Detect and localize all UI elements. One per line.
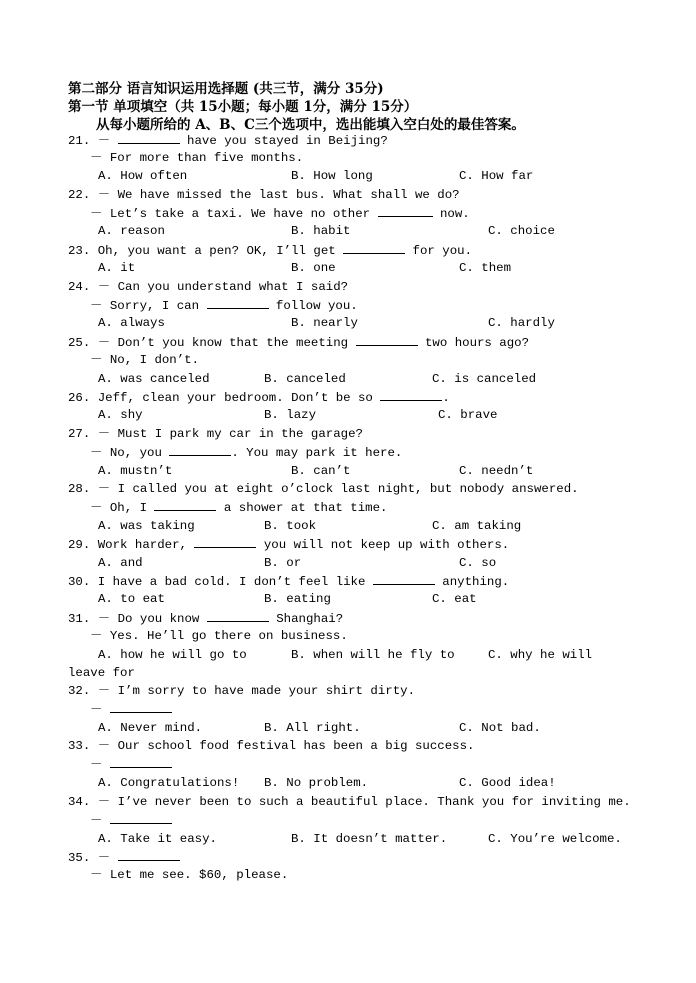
question-30-stem: 30. I have a bad cold. I don’t feel like anything. [68, 575, 510, 589]
question-34-reply: － [90, 812, 172, 829]
option-b: B. habit [291, 224, 351, 238]
option-a: A. How often [98, 169, 188, 183]
option-a: A. Never mind. [98, 721, 203, 735]
answer-blank [169, 444, 231, 456]
option-b: B. All right. [264, 721, 361, 735]
question-26-stem: 26. Jeff, clean your bedroom. Don’t be so . [68, 391, 450, 405]
answer-blank [373, 573, 435, 585]
option-a: A. was taking [98, 519, 195, 533]
option-b: B. can’t [291, 464, 351, 478]
answer-blank [207, 297, 269, 309]
question-25-reply: － No, I don’t. [90, 353, 200, 367]
question-34-stem: 34. － I’ve never been to such a beautiful place. Thank you for inviting me. [68, 795, 631, 809]
question-31-reply: － Yes. He’ll go there on business. [90, 629, 348, 643]
question-29-stem: 29. Work harder, you will not keep up with others. [68, 538, 510, 552]
answer-blank [110, 756, 172, 768]
answer-blank [194, 536, 256, 548]
option-c: C. brave [438, 408, 498, 422]
question-25-stem: 25. － Don’t you know that the meeting two hours ago? [68, 336, 530, 350]
question-31-option-c-wrap: leave for [68, 666, 135, 680]
option-c: C. choice [488, 224, 555, 238]
option-a: A. and [98, 556, 143, 570]
question-31-stem: 31. － Do you know Shanghai? [68, 612, 344, 626]
option-a: A. how he will go to [98, 648, 247, 662]
option-a: A. was canceled [98, 372, 210, 386]
instruction-text: 从每小题所给的 A、B、C三个选项中，选出能填入空白处的最佳答案。 [96, 117, 525, 133]
option-b: B. when will he fly to [291, 648, 455, 662]
option-b: B. eating [264, 592, 331, 606]
question-23-stem: 23. Oh, you want a pen? OK, I’ll get for you. [68, 244, 473, 258]
question-24-stem: 24. － Can you understand what I said? [68, 280, 349, 294]
option-a: A. mustn’t [98, 464, 173, 478]
answer-blank [110, 812, 172, 824]
question-35-stem: 35. － [68, 849, 180, 866]
option-c: C. them [459, 261, 512, 275]
option-c: C. so [459, 556, 497, 570]
option-c: C. How far [459, 169, 534, 183]
option-a: A. always [98, 316, 165, 330]
question-21-reply: － For more than five months. [90, 151, 304, 165]
option-c: C. is canceled [432, 372, 537, 386]
option-b: B. one [291, 261, 336, 275]
question-21-stem: 21. － have you stayed in Beijing? [68, 134, 388, 148]
answer-blank [118, 132, 180, 144]
question-32-stem: 32. － I’m sorry to have made your shirt dirty. [68, 684, 415, 698]
question-27-reply: － No, you . You may park it here. [90, 446, 403, 460]
question-28-stem: 28. － I called you at eight o’clock last night, but nobody answered. [68, 482, 579, 496]
option-a: A. reason [98, 224, 165, 238]
option-b: B. took [264, 519, 317, 533]
option-c: C. Good idea! [459, 776, 556, 790]
question-33-stem: 33. － Our school food festival has been a big success. [68, 739, 475, 753]
option-b: B. lazy [264, 408, 317, 422]
answer-blank [378, 205, 433, 217]
part-heading: 第二部分 语言知识运用选择题 (共三节，满分 35分) [68, 81, 384, 97]
option-b: B. No problem. [264, 776, 369, 790]
option-c: C. Not bad. [459, 721, 541, 735]
answer-blank [207, 610, 269, 622]
option-c: C. am taking [432, 519, 522, 533]
option-a: A. to eat [98, 592, 165, 606]
option-a: A. Congratulations! [98, 776, 240, 790]
option-b: B. How long [291, 169, 373, 183]
option-c: C. needn’t [459, 464, 534, 478]
section-heading: 第一节 单项填空（共 15小题；每小题 1分，满分 15分） [68, 99, 418, 115]
option-b: B. canceled [264, 372, 346, 386]
question-35-reply: － Let me see. $60, please. [90, 868, 289, 882]
question-24-reply: － Sorry, I can follow you. [90, 299, 358, 313]
option-a: A. shy [98, 408, 143, 422]
option-a: A. it [98, 261, 136, 275]
option-c: C. eat [432, 592, 477, 606]
option-b: B. It doesn’t matter. [291, 832, 448, 846]
option-c: C. You’re welcome. [488, 832, 622, 846]
option-b: B. nearly [291, 316, 358, 330]
answer-blank [343, 242, 405, 254]
answer-blank [154, 499, 216, 511]
question-27-stem: 27. － Must I park my car in the garage? [68, 427, 363, 441]
answer-blank [356, 334, 418, 346]
question-33-reply: － [90, 756, 172, 773]
question-22-reply: － Let’s take a taxi. We have no other now. [90, 207, 470, 221]
option-c: C. hardly [488, 316, 555, 330]
answer-blank [110, 701, 172, 713]
option-a: A. Take it easy. [98, 832, 217, 846]
option-c: C. why he will [488, 648, 593, 662]
question-28-reply: － Oh, I a shower at that time. [90, 501, 388, 515]
question-22-stem: 22. － We have missed the last bus. What shall we do? [68, 188, 460, 202]
question-32-reply: － [90, 701, 172, 718]
answer-blank [118, 849, 180, 861]
option-b: B. or [264, 556, 302, 570]
answer-blank [380, 389, 442, 401]
